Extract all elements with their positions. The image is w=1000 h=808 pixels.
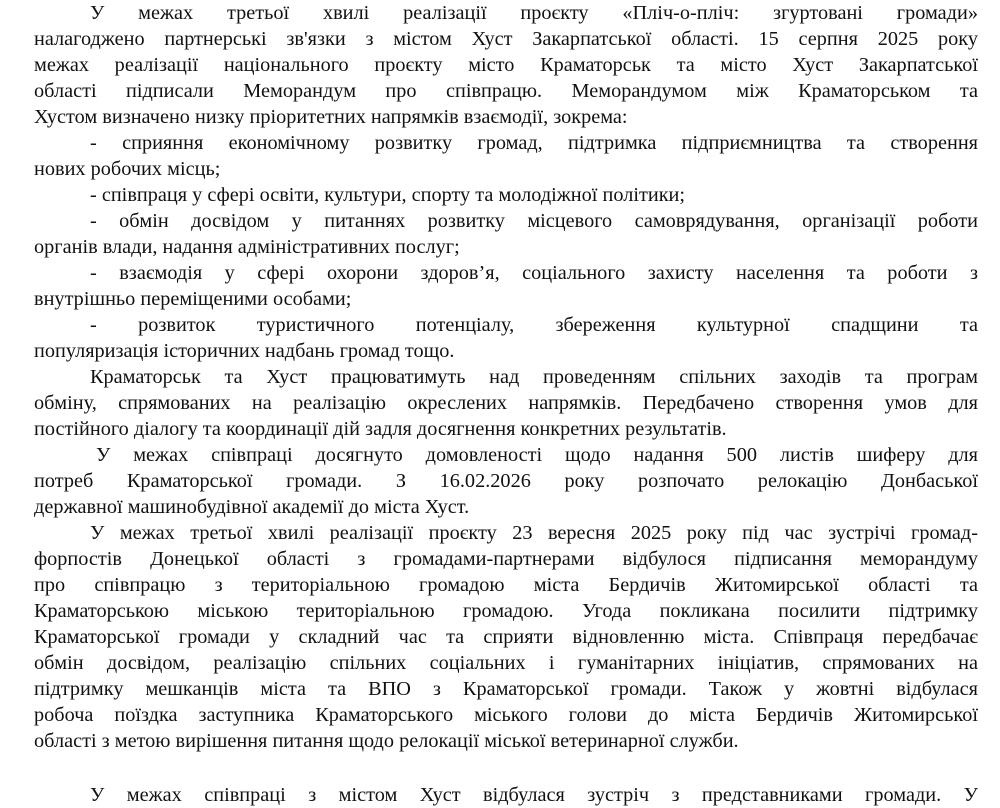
list-item-line: внутрішньо переміщеними особами;	[34, 288, 352, 310]
text-line: Краматорської громади у складний час та сприяти відновленню міста. Співпраця передбачає	[34, 626, 978, 648]
text-line: області підписали Меморандум про співпрацю. Меморандумом між Краматорськом та	[34, 80, 978, 102]
list-item-line: органів влади, надання адміністративних послуг;	[34, 236, 460, 258]
list-item-line: нових робочих місць;	[34, 158, 221, 180]
list-item-line: - обмін досвідом у питаннях розвитку місцевого самоврядування, організації роботи	[90, 210, 978, 232]
text-line: потреб Краматорської громади. З 16.02.2026 року розпочато релокацію Донбаської	[34, 470, 978, 492]
text-line: форпостів Донецької області з громадами-партнерами відбулося підписання меморандуму	[34, 548, 978, 570]
list-item-line: - сприяння економічному розвитку громад, підтримка підприємництва та створення	[90, 132, 978, 154]
text-line: налагоджено партнерські зв'язки з містом Хуст Закарпатської області. 15 серпня 2025 року	[34, 28, 978, 50]
text-line: про співпрацю з територіальною громадою міста Бердичів Житомирської області та	[34, 574, 978, 596]
text-line: Хустом визначено низку пріоритетних напрямків взаємодії, зокрема:	[34, 106, 628, 128]
text-line-cut-off: У межах співпраці з містом Хуст відбулася зустріч з представниками громади. У	[90, 784, 978, 806]
text-line: У межах співпраці досягнуто домовленості щодо надання 500 листів шиферу для	[96, 444, 978, 466]
text-line: робоча поїздка заступника Краматорського міського голови до міста Бердичів Житомирської	[34, 704, 978, 726]
list-item-line: - взаємодія у сфері охорони здоров’я, соціального захисту населення та роботи з	[90, 262, 978, 284]
text-line: постійного діалогу та координації дій задля досягнення конкретних результатів.	[34, 418, 727, 440]
text-line: Краматорською міською територіальною громадою. Угода покликана посилити підтримку	[34, 600, 978, 622]
text-line: обміну, спрямованих на реалізацію окреслених напрямків. Передбачено створення умов для	[34, 392, 978, 414]
text-line: У межах третьої хвилі реалізації проєкту «Пліч-о-пліч: згуртовані громади»	[90, 2, 978, 24]
text-line: державної машинобудівної академії до міста Хуст.	[34, 496, 470, 518]
text-line: обмін досвідом, реалізацію спільних соціальних і гуманітарних ініціатив, спрямованих на	[34, 652, 978, 674]
text-line: У межах третьої хвилі реалізації проєкту 23 вересня 2025 року під час зустрічі громад-	[90, 522, 978, 544]
list-item-line: - розвиток туристичного потенціалу, збереження культурної спадщини та	[90, 314, 978, 336]
list-item-line: популяризація історичних надбань громад тощо.	[34, 340, 455, 362]
text-line: підтримку мешканців міста та ВПО з Краматорської громади. Також у жовтні відбулася	[34, 678, 978, 700]
list-item-line: - співпраця у сфері освіти, культури, спорту та молодіжної політики;	[90, 184, 686, 206]
text-line: області з метою вирішення питання щодо релокації міської ветеринарної служби.	[34, 730, 739, 752]
text-line: межах реалізації національного проєкту місто Краматорськ та місто Хуст Закарпатської	[34, 54, 978, 76]
text-line: Краматорськ та Хуст працюватимуть над проведенням спільних заходів та програм	[90, 366, 978, 388]
